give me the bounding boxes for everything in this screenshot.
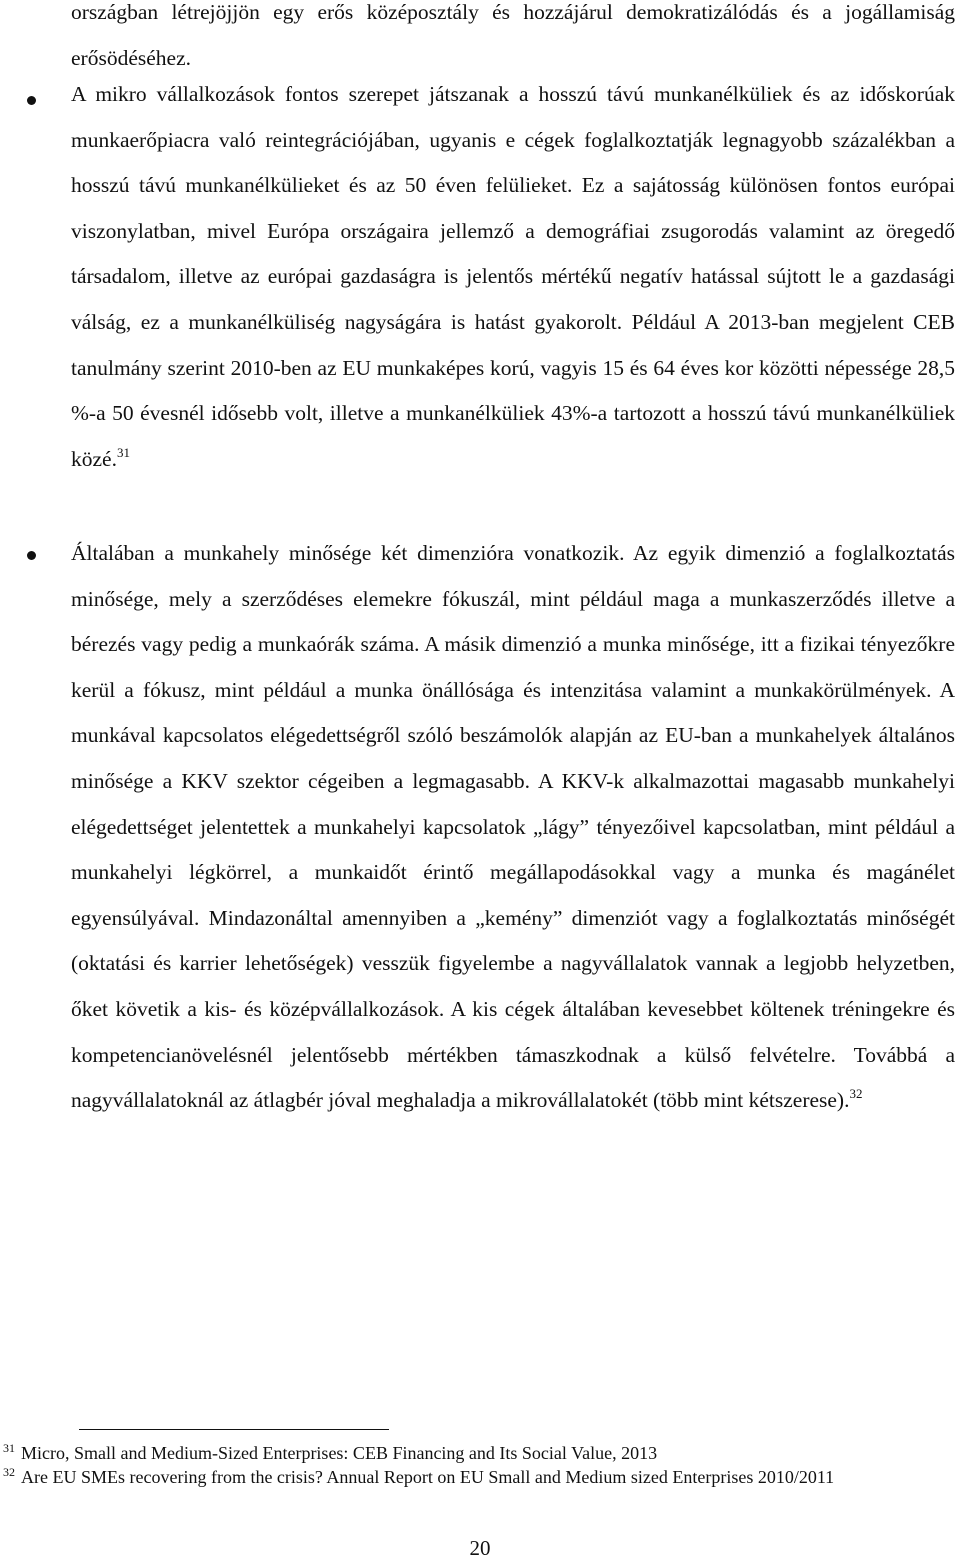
paragraph-text: Általában a munkahely minősége két dimenzióra vonatkozik. Az egyik dimenzió a foglalkoztatás minősége, mely a szerződéses elemekre fókuszál, mint például maga a munkaszerződés illetve a bérezés vagy pedig a munkaórák száma. A másik dimenzió a munka minősége, itt a fizikai tényezőkre kerül a fókusz, mint például a munka önállósága és intenzitása valamint a munkakörülmények. A munkával kapcsolatos elégedettségről szóló beszámolók alapján az EU-ban a munkahelyek általános minősége a KKV szektor cégeiben a legmagasabb. A KKV-k alkalmazottai magasabb munkahelyi elégedettséget jelentettek a munkahelyi kapcsolatok „lágy” tényezőivel kapcsolatban, mint például a munkahelyi légkörrel, a munkaidőt érintő megállapodásokkal vagy a munka és magánélet egyensúlyával. Mindazonáltal amennyiben a „kemény” dimenziót vagy a foglalkoztatás minőségét (oktatási és karrier lehetőségek) vesszük figyelembe a nagyvállalatok vannak a legjobb helyzetben, őket követik a kis- és középvállalkozások. A kis cégek általában kevesebbet költenek tréningekre és kompetencianövelésnél jelentősebb mértékben támaszkodnak a külső felvételre. Továbbá a nagyvállalatoknál az átlagbér jóval meghaladja a mikrovállalatokét (több mint kétszerese). <box>71 541 955 1113</box>
footnote-text: Micro, Small and Medium-Sized Enterprises: CEB Financing and Its Social Value, 2013 <box>21 1443 658 1463</box>
footnote-reference[interactable]: 31 <box>116 444 130 460</box>
bullet-paragraph-2 <box>71 531 955 1124</box>
footnotes <box>3 1441 955 1489</box>
footnote-text: Are EU SMEs recovering from the crisis? Annual Report on EU Small and Medium sized Enterprises 2010/2011 <box>21 1467 835 1487</box>
bullet-icon <box>27 551 36 560</box>
footnote <box>3 1465 955 1489</box>
footnote <box>3 1441 955 1465</box>
footnote-number: 32 <box>3 1465 15 1479</box>
body-paragraph-continuation <box>71 0 955 81</box>
footnote-reference[interactable]: 32 <box>849 1086 863 1102</box>
paragraph-text: országban létrejöjjön egy erős középosztály és hozzájárul demokratizálódás és a jogállamiság erősödéséhez. <box>71 0 955 70</box>
footnote-number: 31 <box>3 1441 15 1455</box>
paragraph-text: A mikro vállalkozások fontos szerepet játszanak a hosszú távú munkanélküliek és az időskorúak munkaerőpiacra való reintegrációjában, ugyanis e cégek foglalkoztatják legnagyobb százalékban a hosszú távú munkanélkülieket és az 50 éven felülieket. Ez a sajátosság különösen fontos európai viszonylatban, mivel Európa országaira jellemző a demográfiai zsugorodás valamint az öregedő társadalom, illetve az európai gazdaságra is jelentős mértékű negatív hatással sújtott le a gazdasági válság, ez a munkanélküliség nagyságára is hatást gyakorolt. Például A 2013-ban megjelent CEB tanulmány szerint 2010-ben az EU munkaképes korú, vagyis 15 és 64 éves kor közötti népessége 28,5 %-a 50 évesnél idősebb volt, illetve a munkanélküliek 43%-a tartozott a hosszú távú munkanélküliek közé. <box>71 82 955 471</box>
footnote-separator <box>79 1429 389 1430</box>
page-number: 20 <box>469 1536 491 1560</box>
bullet-paragraph-1 <box>71 72 955 482</box>
bullet-icon <box>27 96 36 105</box>
